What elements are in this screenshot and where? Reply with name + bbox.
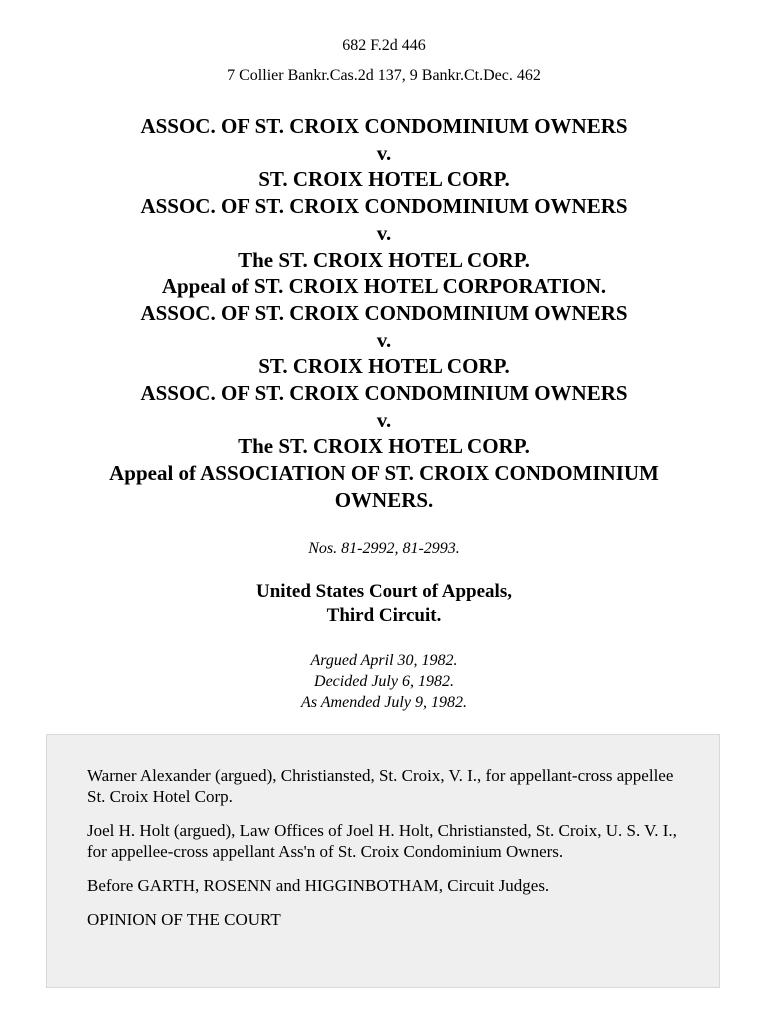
case-dates xyxy=(0,650,768,713)
title-line: ASSOC. OF ST. CROIX CONDOMINIUM OWNERS xyxy=(140,114,628,138)
title-line: ASSOC. OF ST. CROIX CONDOMINIUM OWNERS xyxy=(140,194,628,219)
docket-numbers: Nos. 81-2992, 81-2993. xyxy=(308,540,460,557)
title-line: The ST. CROIX HOTEL CORP. xyxy=(238,434,530,459)
decided-date: Decided July 6, 1982. xyxy=(314,673,454,690)
amended-date: As Amended July 9, 1982. xyxy=(301,694,467,711)
appellee-counsel: Joel H. Holt (argued), Law Offices of Joel H. Holt, Christiansted, St. Croix, U. S. V. I., for appellee-cross appellant Ass'n of St. Croix Condominium Owners. xyxy=(87,821,677,861)
panel-judges: Before GARTH, ROSENN and HIGGINBOTHAM, Circuit Judges. xyxy=(87,876,550,895)
title-line: The ST. CROIX HOTEL CORP. xyxy=(238,247,530,272)
appellant-counsel: Warner Alexander (argued), Christiansted, St. Croix, V. I., for appellant-cross appellee St. Croix Hotel Corp. xyxy=(87,766,674,806)
court-line: United States Court of Appeals, xyxy=(256,581,512,602)
counsel-box xyxy=(46,734,720,988)
title-line: ST. CROIX HOTEL CORP. xyxy=(258,354,510,379)
title-line: ASSOC. OF ST. CROIX CONDOMINIUM OWNERS xyxy=(140,381,628,406)
title-line: v. xyxy=(376,327,392,352)
parallel-citations: 7 Collier Bankr.Cas.2d 137, 9 Bankr.Ct.Dec. 462 xyxy=(227,67,541,84)
title-line: ASSOC. OF ST. CROIX CONDOMINIUM OWNERS xyxy=(140,300,628,325)
case-title xyxy=(40,113,728,514)
title-line: v. xyxy=(376,407,392,432)
title-line: Appeal of ST. CROIX HOTEL CORPORATION. xyxy=(161,274,607,299)
opinion-heading: OPINION OF THE COURT xyxy=(87,910,281,929)
argued-date: Argued April 30, 1982. xyxy=(310,652,458,669)
court-circuit: Third Circuit. xyxy=(326,605,442,626)
court-name xyxy=(0,580,768,628)
title-line: ST. CROIX HOTEL CORP. xyxy=(258,167,510,192)
title-line: v. xyxy=(376,140,392,165)
title-line: v. xyxy=(376,220,392,245)
reporter-citation: 682 F.2d 446 xyxy=(342,37,426,54)
title-line: Appeal of ASSOCIATION OF ST. CROIX CONDOMINIUM xyxy=(109,461,659,486)
title-line: OWNERS. xyxy=(334,487,434,512)
